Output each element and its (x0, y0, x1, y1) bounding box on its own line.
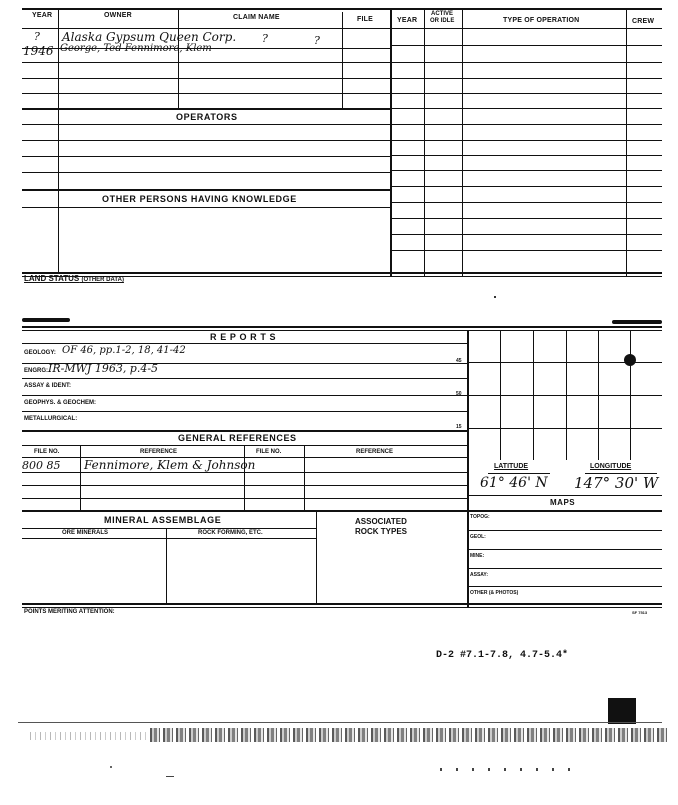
row-line (390, 78, 662, 79)
row-1-owner: Alaska Gypsum Queen Corp. (62, 30, 237, 44)
metallurgical-label: METALLURGICAL: (24, 416, 78, 422)
mineral-top-line (22, 510, 662, 512)
gr-col-divider (80, 445, 81, 510)
col-divider-active (462, 8, 463, 276)
row-line (22, 156, 390, 157)
mineral-col-divider (166, 528, 167, 604)
rock-forming-header: ROCK FORMING, ETC. (198, 530, 263, 536)
row-2-year: 1946 (23, 44, 54, 58)
reports-title: R E P O R T S (210, 332, 277, 342)
row-line (390, 140, 662, 141)
maps-geol: GEOL: (470, 534, 486, 540)
row-line (22, 472, 468, 473)
row-line (22, 140, 390, 141)
gr-col-divider (244, 445, 245, 510)
row-line (390, 186, 662, 187)
operators-header-line (22, 124, 390, 125)
scan-speck (166, 776, 174, 777)
row-line (467, 568, 662, 569)
engrg-value: IR-MWJ 1963, p.4-5 (48, 362, 159, 375)
row-line (22, 395, 468, 396)
gr-header-reference-2: REFERENCE (356, 449, 394, 455)
geology-label: GEOLOGY: (24, 350, 56, 356)
points-line-2 (22, 607, 662, 608)
form-code: SF 7513 (632, 610, 648, 615)
top-border (22, 8, 662, 10)
points-line (22, 603, 662, 605)
gr-header-file-no-2: FILE NO. (256, 449, 282, 455)
col-divider-type (626, 8, 627, 276)
row-line (390, 45, 662, 46)
operators-title: OPERATORS (176, 112, 238, 122)
row-line (390, 124, 662, 125)
header-type-of-operation: TYPE OF OPERATION (503, 17, 580, 24)
row-line (390, 218, 662, 219)
ore-minerals-header: ORE MINERALS (62, 530, 109, 536)
scan-mark (22, 318, 70, 322)
row-1-file: ? (314, 34, 320, 47)
row-line (390, 62, 662, 63)
gr-col-divider (304, 445, 305, 510)
row-line (390, 108, 662, 109)
maps-title: MAPS (550, 498, 576, 507)
gr-row-1-reference: Fennimore, Klem & Johnson (84, 458, 256, 472)
engrg-label: ENGRG: (24, 368, 48, 374)
reports-top-line (22, 326, 662, 328)
row-line (22, 78, 390, 79)
maps-assay: ASSAY: (470, 572, 489, 578)
row-line (390, 234, 662, 235)
row-line (467, 549, 662, 550)
general-references-title: GENERAL REFERENCES (178, 433, 297, 443)
speck (494, 296, 496, 298)
mineral-header-line (22, 528, 316, 529)
row-1-year: ? (34, 30, 40, 43)
row-line (22, 378, 468, 379)
mineral-subheader-line (22, 538, 316, 539)
maps-topog: TOPOG: (470, 514, 490, 520)
scan-block (608, 698, 636, 724)
scan-line (18, 722, 662, 723)
maps-top-line (467, 495, 662, 496)
associated-rock-types-line2: ROCK TYPES (355, 527, 408, 536)
grid-line (467, 428, 662, 429)
associated-rock-types-line1: ASSOCIATED (355, 517, 407, 526)
reports-header-line (22, 343, 468, 344)
scan-speck (110, 766, 112, 768)
location-marker-icon (624, 354, 636, 366)
gr-row-1-file-no: 800 85 (22, 459, 61, 472)
gr-header-reference: REFERENCE (140, 449, 178, 455)
grid-line (467, 395, 662, 396)
scan-noise-band (30, 732, 150, 740)
other-persons-line (22, 189, 390, 191)
assoc-col-divider (316, 510, 317, 604)
header-year-2: YEAR (397, 17, 418, 24)
latitude-underline (488, 473, 550, 474)
metallurgical-num: 15 (456, 424, 462, 430)
row-line (467, 530, 662, 531)
maps-other: OTHER (& PHOTOS) (470, 590, 519, 596)
assay-label: ASSAY & IDENT: (24, 383, 72, 389)
points-meriting-label: POINTS MERITING ATTENTION: (24, 609, 115, 615)
row-line (390, 250, 662, 251)
assay-num: 50 (456, 391, 462, 397)
row-line (390, 155, 662, 156)
geology-value: OF 46, pp.1-2, 18, 41-42 (62, 345, 186, 356)
row-line (22, 498, 468, 499)
other-persons-title: OTHER PERSONS HAVING KNOWLEDGE (102, 194, 297, 204)
row-1-claim: ? (262, 32, 268, 45)
header-active: ACTIVE (431, 11, 454, 17)
row-line (22, 172, 390, 173)
geology-num: 45 (456, 358, 462, 364)
other-persons-header-line (22, 207, 390, 208)
general-references-line (22, 430, 468, 432)
col-divider-year2 (424, 8, 425, 276)
gr-header-line-top (22, 445, 468, 446)
row-line (22, 62, 390, 63)
row-line (22, 411, 468, 412)
row-line (22, 485, 468, 486)
maps-mine: MINE: (470, 553, 485, 559)
header-claim-name: CLAIM NAME (233, 14, 280, 21)
header-or-idle: OR IDLE (430, 18, 455, 24)
scan-dots (440, 768, 580, 771)
scan-mark (612, 320, 662, 324)
header-year: YEAR (32, 12, 53, 19)
longitude-label: LONGITUDE (590, 463, 632, 470)
mineral-assemblage-title: MINERAL ASSEMBLAGE (104, 515, 222, 525)
geophys-label: GEOPHYS. & GEOCHEM: (24, 400, 97, 406)
typed-note: D-2 #7.1-7.8, 4.7-5.4* (436, 650, 569, 661)
scan-noise-band (150, 728, 670, 742)
row-line (390, 170, 662, 171)
header-owner: OWNER (104, 12, 132, 19)
row-line (467, 586, 662, 587)
land-status-label: LAND STATUS (OTHER DATA) (24, 274, 124, 283)
row-2-owner: George, Ted Fennimore, Klem (60, 43, 212, 54)
reports-divider (467, 330, 469, 607)
latitude-label: LATITUDE (494, 463, 529, 470)
row-line (22, 93, 390, 94)
longitude-value: 147° 30' W (574, 474, 659, 492)
header-crew: CREW (632, 18, 655, 25)
row-line (390, 93, 662, 94)
operators-line (22, 108, 390, 110)
gr-header-file-no: FILE NO. (34, 449, 60, 455)
latitude-value: 61° 46' N (480, 475, 548, 491)
col-divider-main (390, 8, 392, 276)
header-file: FILE (357, 16, 373, 23)
row-line (390, 202, 662, 203)
